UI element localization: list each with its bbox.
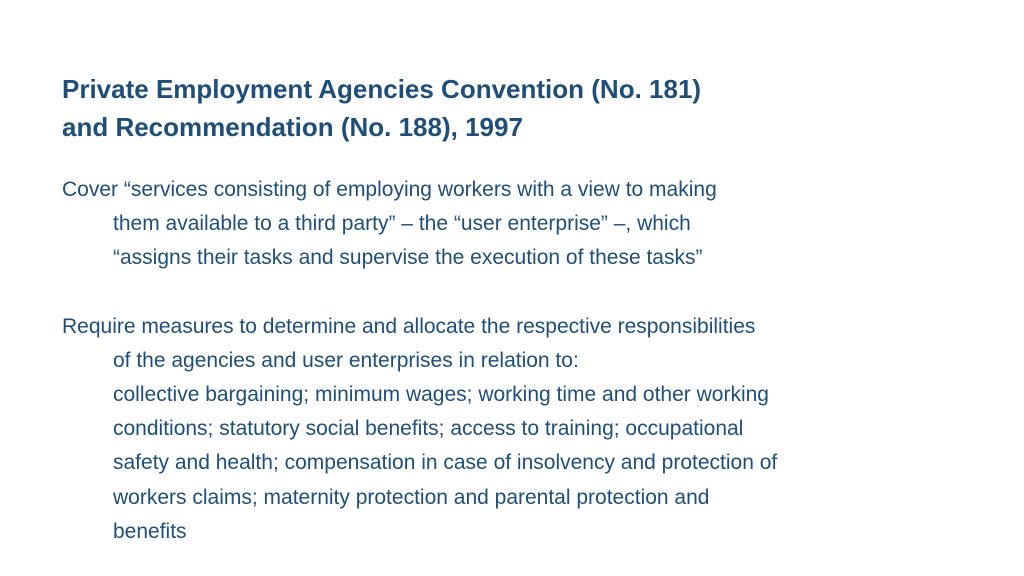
slide-title: [62, 70, 962, 146]
paragraph-line: them available to a third party” – the “user enterprise” –, which: [113, 212, 691, 236]
slide-body: [62, 173, 962, 549]
paragraph-line: of the agencies and user enterprises in relation to:: [113, 348, 579, 372]
title-line-1: Private Employment Agencies Convention (No. 181): [62, 74, 702, 104]
paragraph-line: collective bargaining; minimum wages; working time and other working: [113, 383, 769, 407]
paragraph-line: conditions; statutory social benefits; access to training; occupational: [113, 417, 744, 441]
paragraph-require: [62, 310, 962, 549]
title-line-2: and Recommendation (No. 188), 1997: [62, 112, 523, 142]
paragraph-line: “assigns their tasks and supervise the execution of these tasks”: [113, 246, 703, 270]
paragraph-line: Require measures to determine and allocate the respective responsibilities: [62, 314, 756, 338]
paragraph-line: workers claims; maternity protection and parental protection and: [113, 485, 710, 509]
paragraph-line: Cover “services consisting of employing workers with a view to making: [62, 178, 717, 201]
paragraph-line: benefits: [113, 519, 187, 543]
paragraph-cover: [62, 173, 962, 276]
paragraph-line: safety and health; compensation in case of insolvency and protection of: [113, 451, 778, 475]
